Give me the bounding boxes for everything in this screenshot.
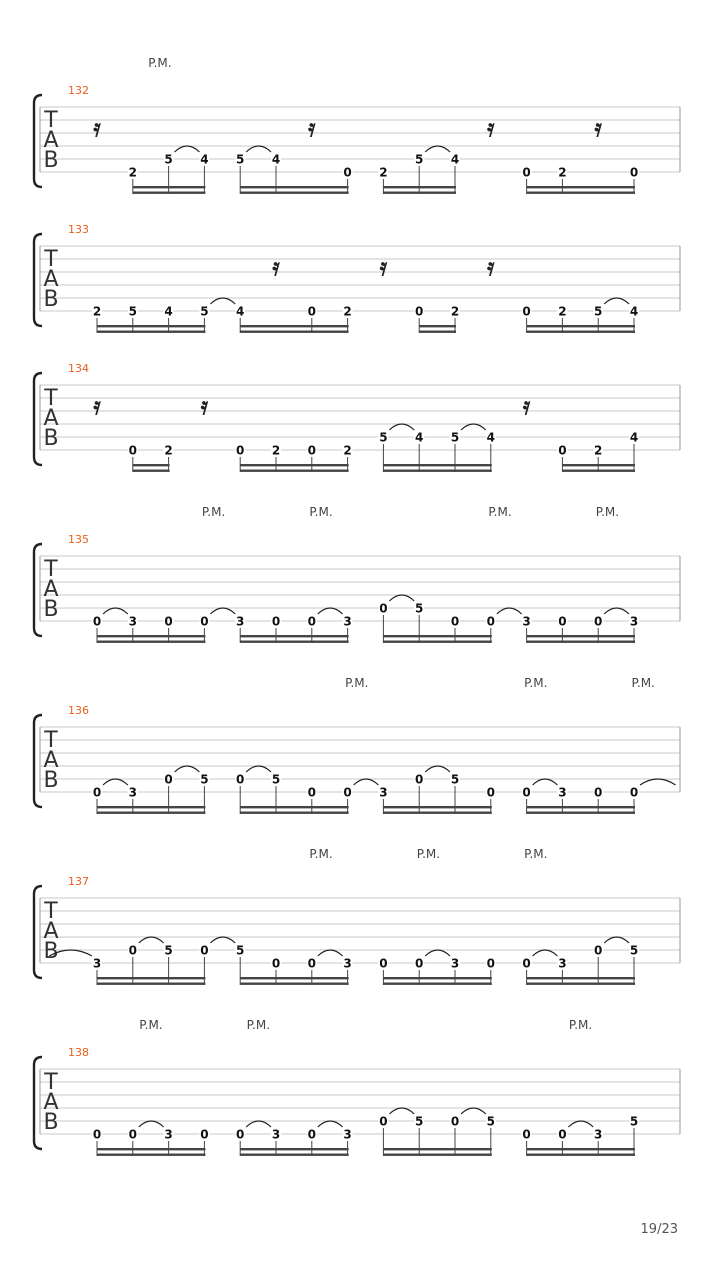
beam-secondary (527, 812, 635, 814)
beam-primary (383, 635, 491, 637)
fret-number: 5 (629, 943, 639, 958)
fret-number: 0 (522, 1127, 531, 1142)
beam-secondary (240, 983, 348, 985)
beam-primary (97, 977, 205, 979)
tie-arc (175, 766, 200, 772)
fret-number: 0 (164, 772, 173, 787)
fret-number: 4 (271, 152, 281, 167)
tie-arc (103, 779, 128, 785)
fret-number: 3 (92, 956, 102, 971)
tab-clef-letter: B (43, 426, 59, 451)
sixteenth-rest-icon: 𝄿 (379, 253, 388, 281)
fret-number: 0 (522, 785, 531, 800)
system-bracket (34, 544, 42, 636)
beam-primary (527, 1148, 635, 1150)
tab-clef-letter: B (43, 768, 59, 793)
tab-clef-letter: A (43, 406, 59, 431)
tie-arc (210, 608, 235, 614)
tie-arc (246, 766, 271, 772)
fret-number: 2 (343, 304, 352, 319)
tie-arc (103, 608, 128, 614)
palm-mute-mark: P.M. (488, 505, 512, 519)
beam-primary (97, 325, 205, 327)
beam-secondary (240, 812, 348, 814)
fret-number: 0 (629, 165, 639, 180)
fret-number: 0 (271, 614, 281, 629)
fret-number: 0 (522, 956, 531, 971)
sixteenth-rest-icon: 𝄿 (93, 114, 101, 142)
tab-clef-letter: A (43, 1090, 59, 1115)
fret-number: 5 (236, 943, 245, 958)
system-bracket (34, 373, 42, 465)
fret-number: 0 (379, 1114, 388, 1129)
beam-secondary (383, 470, 491, 472)
tie-arc (175, 146, 200, 152)
fret-number: 5 (415, 152, 424, 167)
beam-secondary (527, 983, 635, 985)
tie-arc (210, 298, 235, 304)
palm-mute-mark: P.M. (524, 847, 548, 861)
fret-number: 5 (594, 304, 603, 319)
beam-primary (527, 186, 635, 188)
fret-number: 5 (200, 772, 209, 787)
tie-arc (425, 950, 450, 956)
fret-number: 4 (629, 304, 639, 319)
tab-clef-letter: B (43, 597, 59, 622)
beam-secondary (419, 331, 456, 333)
palm-mute-mark: P.M. (201, 505, 226, 519)
fret-number: 0 (307, 785, 316, 800)
measure-number: 135 (68, 533, 89, 546)
fret-number: 2 (92, 304, 102, 319)
beam-primary (383, 1148, 491, 1150)
beam-primary (97, 1148, 205, 1150)
beam-primary (383, 464, 491, 466)
tie-arc (139, 937, 164, 943)
tie-arc (246, 146, 271, 152)
fret-number: 3 (343, 956, 352, 971)
tab-clef-letter: B (43, 939, 59, 964)
tie-arc (568, 1121, 593, 1127)
fret-number: 0 (307, 304, 316, 319)
fret-number: 4 (236, 304, 245, 319)
fret-number: 0 (92, 614, 102, 629)
sixteenth-rest-icon: 𝄿 (308, 114, 316, 142)
tie-arc (354, 779, 379, 785)
fret-number: 0 (486, 614, 495, 629)
fret-number: 3 (343, 1127, 352, 1142)
tab-system-137 (34, 847, 680, 985)
system-bracket (34, 234, 42, 326)
fret-number: 0 (558, 1127, 567, 1142)
fret-number: 5 (271, 772, 281, 787)
palm-mute-mark: P.M. (416, 847, 441, 861)
fret-number: 4 (415, 430, 424, 445)
tab-clef-letter: T (44, 386, 58, 411)
fret-number: 0 (236, 443, 245, 458)
tie-arc (246, 1121, 271, 1127)
tab-clef-letter: T (44, 728, 58, 753)
palm-mute-mark: P.M. (139, 1018, 163, 1032)
beam-primary (133, 464, 170, 466)
tie-arc (139, 1121, 164, 1127)
beam-secondary (133, 470, 170, 472)
fret-number: 0 (343, 785, 352, 800)
fret-number: 0 (128, 443, 137, 458)
fret-number: 0 (450, 1114, 460, 1129)
fret-number: 0 (128, 1127, 137, 1142)
fret-number: 0 (415, 772, 424, 787)
tab-clef-letter: B (43, 287, 59, 312)
tab-clef-letter: T (44, 247, 58, 272)
fret-number: 0 (629, 785, 639, 800)
fret-number: 0 (92, 785, 102, 800)
beam-secondary (527, 641, 635, 643)
beam-primary (240, 464, 348, 466)
beam-secondary (133, 192, 206, 194)
tie-arc (461, 1108, 486, 1114)
palm-mute-mark: P.M. (568, 1018, 593, 1032)
beam-secondary (240, 331, 348, 333)
fret-number: 4 (200, 152, 209, 167)
fret-number: 0 (307, 956, 316, 971)
fret-number: 2 (271, 443, 281, 458)
tie-arc (318, 1121, 343, 1127)
fret-number: 2 (164, 443, 173, 458)
tie-arc (604, 608, 629, 614)
fret-number: 0 (379, 956, 388, 971)
beam-secondary (383, 641, 491, 643)
fret-number: 5 (236, 152, 245, 167)
beam-primary (383, 186, 456, 188)
fret-number: 3 (558, 785, 567, 800)
tab-clef-letter: B (43, 1110, 59, 1135)
fret-number: 0 (415, 304, 424, 319)
tie-arc (604, 937, 629, 943)
fret-number: 3 (128, 614, 137, 629)
beam-secondary (383, 812, 491, 814)
beam-secondary (240, 1154, 348, 1156)
beam-secondary (97, 331, 205, 333)
tie-arc (389, 1108, 414, 1114)
fret-number: 5 (486, 1114, 495, 1129)
page-indicator: 19/23 (640, 1222, 678, 1237)
palm-mute-mark: P.M. (524, 676, 548, 690)
system-bracket (34, 715, 42, 807)
fret-number: 0 (200, 1127, 209, 1142)
beam-primary (527, 325, 635, 327)
fret-number: 5 (450, 430, 460, 445)
beam-primary (419, 325, 456, 327)
fret-number: 5 (128, 304, 137, 319)
beam-secondary (240, 470, 348, 472)
palm-mute-mark: P.M. (309, 847, 333, 861)
tab-system-132 (34, 56, 680, 194)
beam-primary (97, 806, 205, 808)
tab-clef-letter: A (43, 577, 59, 602)
beam-secondary (97, 983, 205, 985)
measure-number: 132 (68, 84, 89, 97)
fret-number: 2 (558, 304, 567, 319)
fret-number: 0 (200, 614, 209, 629)
palm-mute-mark: P.M. (246, 1018, 271, 1032)
palm-mute-mark: P.M. (309, 505, 333, 519)
sixteenth-rest-icon: 𝄿 (594, 114, 602, 142)
fret-number: 0 (236, 772, 245, 787)
fret-number: 0 (307, 1127, 316, 1142)
tab-clef-letter: B (43, 148, 59, 173)
fret-number: 0 (307, 614, 316, 629)
fret-number: 0 (236, 1127, 245, 1142)
fret-number: 5 (164, 943, 173, 958)
fret-number: 0 (558, 443, 567, 458)
fret-number: 0 (450, 614, 460, 629)
fret-number: 4 (629, 430, 639, 445)
tie-arc (210, 937, 235, 943)
beam-secondary (527, 1154, 635, 1156)
beam-primary (383, 977, 491, 979)
fret-number: 3 (271, 1127, 281, 1142)
tab-clef-letter: T (44, 1070, 58, 1095)
tie-arc (533, 950, 558, 956)
fret-number: 2 (594, 443, 603, 458)
fret-number: 0 (486, 956, 495, 971)
fret-number: 5 (200, 304, 209, 319)
measure-number: 136 (68, 704, 89, 717)
fret-number: 0 (379, 601, 388, 616)
tab-system-136 (34, 676, 680, 814)
beam-secondary (97, 641, 205, 643)
measure-number: 137 (68, 875, 89, 888)
beam-primary (240, 325, 348, 327)
fret-number: 0 (522, 304, 531, 319)
fret-number: 4 (164, 304, 173, 319)
fret-number: 3 (164, 1127, 173, 1142)
beam-primary (240, 186, 348, 188)
beam-secondary (383, 983, 491, 985)
beam-secondary (97, 1154, 205, 1156)
sixteenth-rest-icon: 𝄿 (487, 114, 495, 142)
tie-arc (425, 766, 450, 772)
fret-number: 2 (558, 165, 567, 180)
tab-clef-letter: A (43, 919, 59, 944)
beam-primary (240, 1148, 348, 1150)
tab-system-135 (34, 505, 680, 643)
beam-secondary (97, 812, 205, 814)
tab-clef-letter: T (44, 899, 58, 924)
fret-number: 3 (379, 785, 388, 800)
beam-primary (133, 186, 206, 188)
beam-primary (527, 635, 635, 637)
measure-number: 134 (68, 362, 89, 375)
sixteenth-rest-icon: 𝄿 (522, 392, 531, 420)
beam-secondary (383, 1154, 491, 1156)
measure-number: 138 (68, 1046, 89, 1059)
tab-clef-letter: A (43, 267, 59, 292)
fret-number: 5 (164, 152, 173, 167)
beam-primary (240, 635, 348, 637)
tie-arc (533, 779, 558, 785)
fret-number: 0 (522, 165, 531, 180)
system-bracket (34, 886, 42, 978)
fret-number: 3 (522, 614, 531, 629)
system-bracket (34, 1057, 42, 1149)
fret-number: 5 (629, 1114, 639, 1129)
fret-number: 3 (629, 614, 639, 629)
fret-number: 0 (307, 443, 316, 458)
tie-arc (425, 146, 450, 152)
beam-primary (527, 977, 635, 979)
system-bracket (34, 95, 42, 187)
tie-arc (318, 608, 343, 614)
palm-mute-mark: P.M. (148, 56, 172, 70)
beam-primary (562, 464, 635, 466)
fret-number: 3 (594, 1127, 603, 1142)
beam-secondary (240, 192, 348, 194)
fret-number: 4 (486, 430, 495, 445)
tie-arc (604, 298, 629, 304)
fret-number: 0 (343, 165, 352, 180)
beam-primary (383, 806, 491, 808)
tie-arc (461, 424, 486, 430)
fret-number: 0 (594, 785, 603, 800)
beam-secondary (527, 331, 635, 333)
fret-number: 0 (128, 943, 137, 958)
beam-primary (527, 806, 635, 808)
palm-mute-mark: P.M. (595, 505, 620, 519)
tab-clef-letter: A (43, 128, 59, 153)
sixteenth-rest-icon: 𝄿 (200, 392, 209, 420)
fret-number: 5 (450, 772, 460, 787)
fret-number: 5 (379, 430, 388, 445)
beam-primary (97, 635, 205, 637)
fret-number: 2 (128, 165, 137, 180)
fret-number: 5 (415, 1114, 424, 1129)
palm-mute-mark: P.M. (631, 676, 655, 690)
beam-primary (240, 977, 348, 979)
fret-number: 3 (450, 956, 460, 971)
tie-arc (389, 424, 414, 430)
beam-secondary (527, 192, 635, 194)
beam-secondary (562, 470, 635, 472)
fret-number: 3 (558, 956, 567, 971)
fret-number: 3 (236, 614, 245, 629)
palm-mute-mark: P.M. (345, 676, 369, 690)
fret-number: 0 (92, 1127, 102, 1142)
tab-clef-letter: T (44, 557, 58, 582)
measure-number: 133 (68, 223, 89, 236)
fret-number: 0 (415, 956, 424, 971)
fret-number: 0 (164, 614, 173, 629)
fret-number: 5 (415, 601, 424, 616)
fret-number: 0 (200, 943, 209, 958)
tab-system-138 (34, 1018, 680, 1156)
beam-secondary (240, 641, 348, 643)
fret-number: 3 (343, 614, 352, 629)
fret-number: 0 (594, 943, 603, 958)
fret-number: 0 (558, 614, 567, 629)
tie-arc (389, 595, 414, 601)
fret-number: 2 (379, 165, 388, 180)
tab-system-134 (34, 362, 680, 472)
fret-number: 3 (128, 785, 137, 800)
beam-secondary (383, 192, 456, 194)
tab-system-133 (34, 223, 680, 333)
sixteenth-rest-icon: 𝄿 (487, 253, 495, 281)
fret-number: 0 (486, 785, 495, 800)
sixteenth-rest-icon: 𝄿 (93, 392, 101, 420)
fret-number: 0 (594, 614, 603, 629)
fret-number: 2 (450, 304, 460, 319)
fret-number: 2 (343, 443, 352, 458)
tab-clef-letter: A (43, 748, 59, 773)
tab-clef-letter: T (44, 108, 58, 133)
tie-arc (640, 779, 676, 785)
beam-primary (240, 806, 348, 808)
fret-number: 4 (450, 152, 460, 167)
fret-number: 0 (271, 956, 281, 971)
tie-arc (318, 950, 343, 956)
sixteenth-rest-icon: 𝄿 (272, 253, 280, 281)
tie-arc (497, 608, 522, 614)
